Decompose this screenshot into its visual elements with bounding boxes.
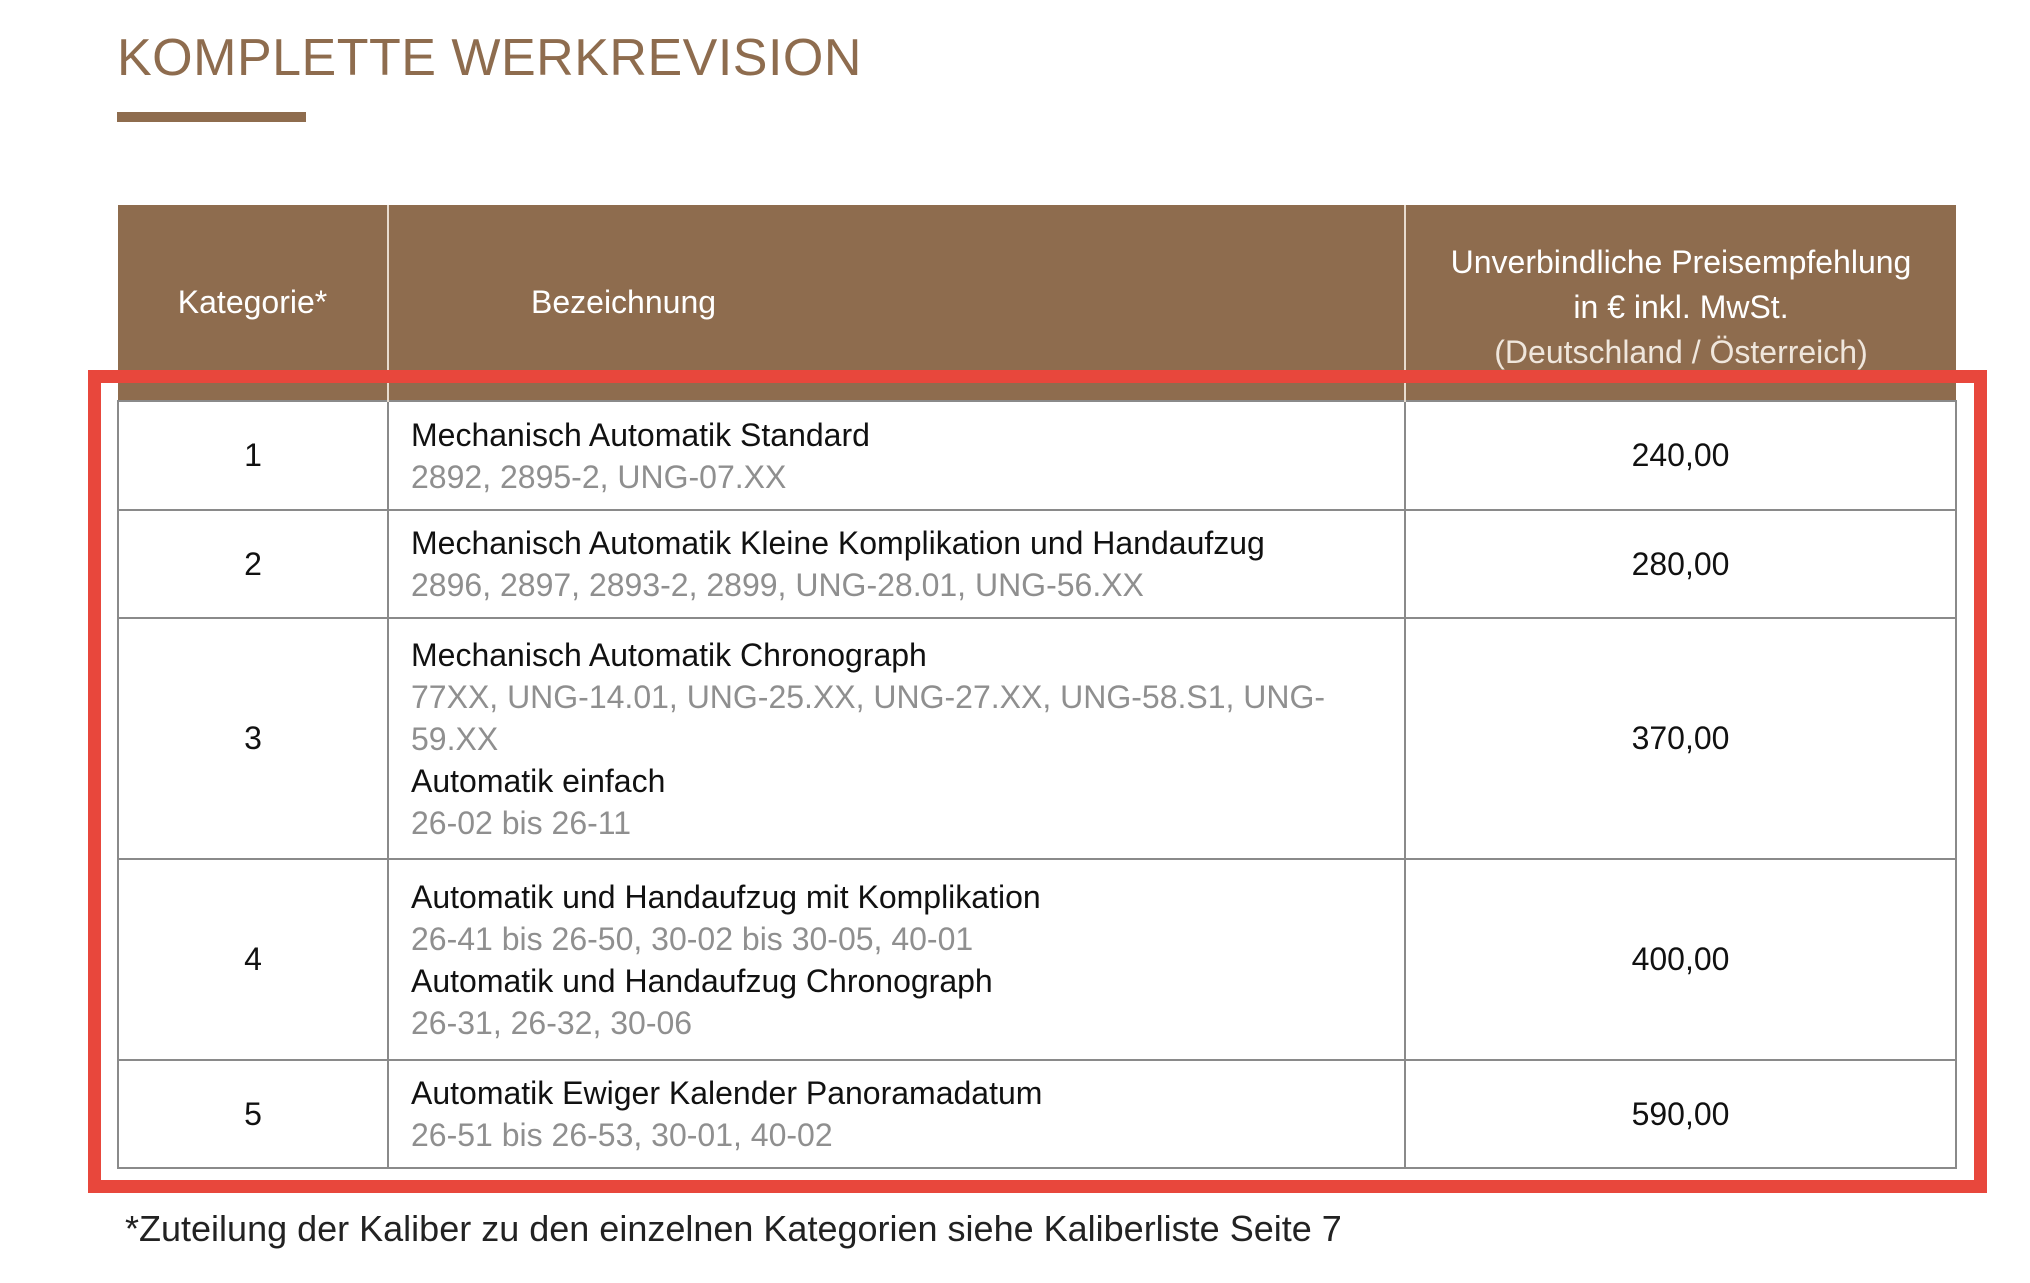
caliber-list: 26-02 bis 26-11	[411, 804, 631, 841]
designation-cell	[388, 859, 1405, 1060]
footnote: *Zuteilung der Kaliber zu den einzelnen Kategorien siehe Kaliberliste Seite 7	[125, 1208, 1342, 1249]
caliber-group-name: Mechanisch Automatik Chronograph	[411, 636, 927, 673]
category-cell: 3	[118, 618, 388, 859]
price-cell: 590,00	[1405, 1060, 1956, 1168]
price-table	[117, 205, 1957, 1169]
caliber-list: 2892, 2895-2, UNG-07.XX	[411, 458, 787, 495]
caliber-group-name: Mechanisch Automatik Kleine Komplikation und Handaufzug	[411, 525, 1265, 561]
category-cell: 1	[118, 401, 388, 510]
caliber-group-name: Automatik einfach	[411, 762, 666, 799]
designation-cell	[388, 618, 1405, 859]
caliber-list: 77XX, UNG-14.01, UNG-25.XX, UNG-27.XX, UNG-58.S1, UNG-59.XX	[411, 678, 1326, 757]
title-underline	[117, 112, 306, 122]
category-cell: 4	[118, 859, 388, 1060]
header-category: Kategorie*	[118, 205, 388, 401]
designation-cell	[388, 1060, 1405, 1168]
table-header-row	[118, 205, 1956, 401]
caliber-list: 26-31, 26-32, 30-06	[411, 1004, 693, 1041]
table-row	[118, 618, 1956, 859]
price-cell: 240,00	[1405, 401, 1956, 510]
category-cell: 5	[118, 1060, 388, 1168]
header-designation-label: Bezeichnung	[531, 284, 717, 320]
header-designation	[388, 205, 1405, 401]
table-row	[118, 510, 1956, 618]
header-price	[1405, 205, 1956, 401]
table-row	[118, 1060, 1956, 1168]
caliber-group-name: Automatik Ewiger Kalender Panoramadatum	[411, 1075, 1043, 1111]
category-cell: 2	[118, 510, 388, 618]
table-row	[118, 859, 1956, 1060]
price-cell: 280,00	[1405, 510, 1956, 618]
header-price-line3: (Deutschland / Österreich)	[1494, 334, 1868, 370]
caliber-group-name: Automatik und Handaufzug Chronograph	[411, 962, 993, 999]
caliber-list: 26-41 bis 26-50, 30-02 bis 30-05, 40-01	[411, 920, 974, 957]
price-cell: 370,00	[1405, 618, 1956, 859]
designation-cell	[388, 401, 1405, 510]
header-price-line2: in € inkl. MwSt.	[1573, 289, 1789, 325]
designation-cell	[388, 510, 1405, 618]
caliber-list: 26-51 bis 26-53, 30-01, 40-02	[411, 1117, 833, 1153]
caliber-list: 2896, 2897, 2893-2, 2899, UNG-28.01, UNG-56.XX	[411, 567, 1144, 603]
header-price-line1: Unverbindliche Preisempfehlung	[1450, 244, 1912, 280]
caliber-group-name: Mechanisch Automatik Standard	[411, 416, 870, 453]
price-cell: 400,00	[1405, 859, 1956, 1060]
table-row	[118, 401, 1956, 510]
page-title: KOMPLETTE WERKREVISION	[117, 29, 862, 87]
caliber-group-name: Automatik und Handaufzug mit Komplikation	[411, 878, 1041, 915]
